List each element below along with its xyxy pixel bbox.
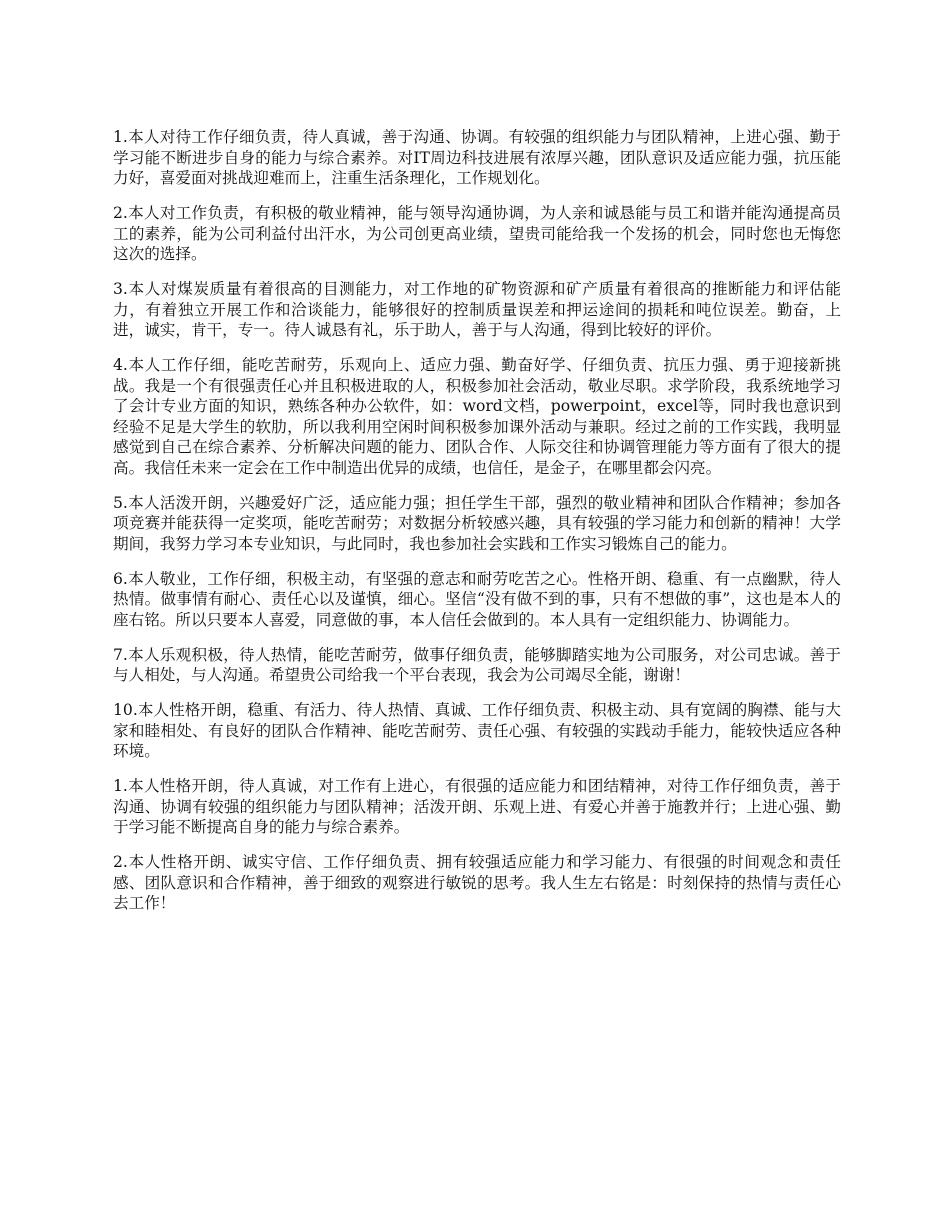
paragraph-4: 4.本人工作仔细，能吃苦耐劳，乐观向上、适应力强、勤奋好学、仔细负责、抗压力强、勇于迎接新挑战。我是一个有很强责任心并且积极进取的人，积极参加社会活动，敬业尽职。求学阶段，我系统地学习了会计专业方面的知识，熟练各种办公软件，如：word文档，powerpoint，excel等，同时我也意识到经验不足是大学生的软肋，所以我利用空闲时间积极参加课外活动与兼职。经过之前的工作实践，我明显感觉到自己在综合素养、分析解决问题的能力、团队合作、人际交往和协调管理能力等方面有了很大的提高。我信任未来一定会在工作中制造出优异的成绩，也信任，是金子，在哪里都会闪亮。 — [113, 356, 841, 477]
paragraph-3: 3.本人对煤炭质量有着很高的目测能力，对工作地的矿物资源和矿产质量有着很高的推断能力和评估能力，有着独立开展工作和洽谈能力，能够很好的控制质量误差和押运途间的损耗和吨位误差。勤奋，上进，诚实，肯干，专一。待人诚恳有礼，乐于助人，善于与人沟通，得到比较好的评价。 — [113, 280, 841, 339]
paragraph-1: 1.本人对待工作仔细负责，待人真诚，善于沟通、协调。有较强的组织能力与团队精神，上进心强、勤于学习能不断进步自身的能力与综合素养。对IT周边科技进展有浓厚兴趣，团队意识及适应能力强，抗压能力好，喜爱面对挑战迎难而上，注重生活条理化，工作规划化。 — [113, 128, 841, 187]
paragraph-10: 2.本人性格开朗、诚实守信、工作仔细负责、拥有较强适应能力和学习能力、有很强的时间观念和责任感、团队意识和合作精神，善于细致的观察进行敏锐的思考。我人生左右铭是：时刻保持的热情与责任心去工作！ — [113, 853, 841, 912]
document-body — [113, 127, 841, 928]
paragraph-9: 1.本人性格开朗，待人真诚，对工作有上进心，有很强的适应能力和团结精神，对待工作仔细负责，善于沟通、协调有较强的组织能力与团队精神；活泼开朗、乐观上进、有爱心并善于施教并行；上进心强、勤于学习能不断提高自身的能力与综合素养。 — [113, 777, 841, 836]
paragraph-5: 5.本人活泼开朗，兴趣爱好广泛，适应能力强；担任学生干部，强烈的敬业精神和团队合作精神；参加各项竞赛并能获得一定奖项，能吃苦耐劳；对数据分析较感兴趣，具有较强的学习能力和创新的精神！大学期间，我努力学习本专业知识，与此同时，我也参加社会实践和工作实习锻炼自己的能力。 — [113, 493, 841, 553]
paragraph-2: 2.本人对工作负责，有积极的敬业精神，能与领导沟通协调，为人亲和诚恳能与员工和谐并能沟通提高员工的素养，能为公司利益付出汗水，为公司创更高业绩，望贵司能给我一个发扬的机会，同时您也无悔您这次的选择。 — [113, 204, 841, 263]
paragraph-7: 7.本人乐观积极，待人热情，能吃苦耐劳，做事仔细负责，能够脚踏实地为公司服务，对公司忠诚。善于与人相处，与人沟通。希望贵公司给我一个平台表现，我会为公司竭尽全能，谢谢！ — [113, 645, 841, 684]
paragraph-6: 6.本人敬业，工作仔细，积极主动，有坚强的意志和耐劳吃苦之心。性格开朗、稳重、有一点幽默，待人热情。做事情有耐心、责任心以及谨慎，细心。坚信“没有做不到的事，只有不想做的事”，这也是本人的座右铭。所以只要本人喜爱，同意做的事，本人信任会做到的。本人具有一定组织能力、协调能力。 — [113, 569, 841, 629]
paragraph-8: 10.本人性格开朗，稳重、有活力、待人热情、真诚、工作仔细负责、积极主动、具有宽阔的胸襟、能与大家和睦相处、有良好的团队合作精神、能吃苦耐劳、责任心强、有较强的实践动手能力，能较快适应各种环境。 — [113, 701, 841, 760]
